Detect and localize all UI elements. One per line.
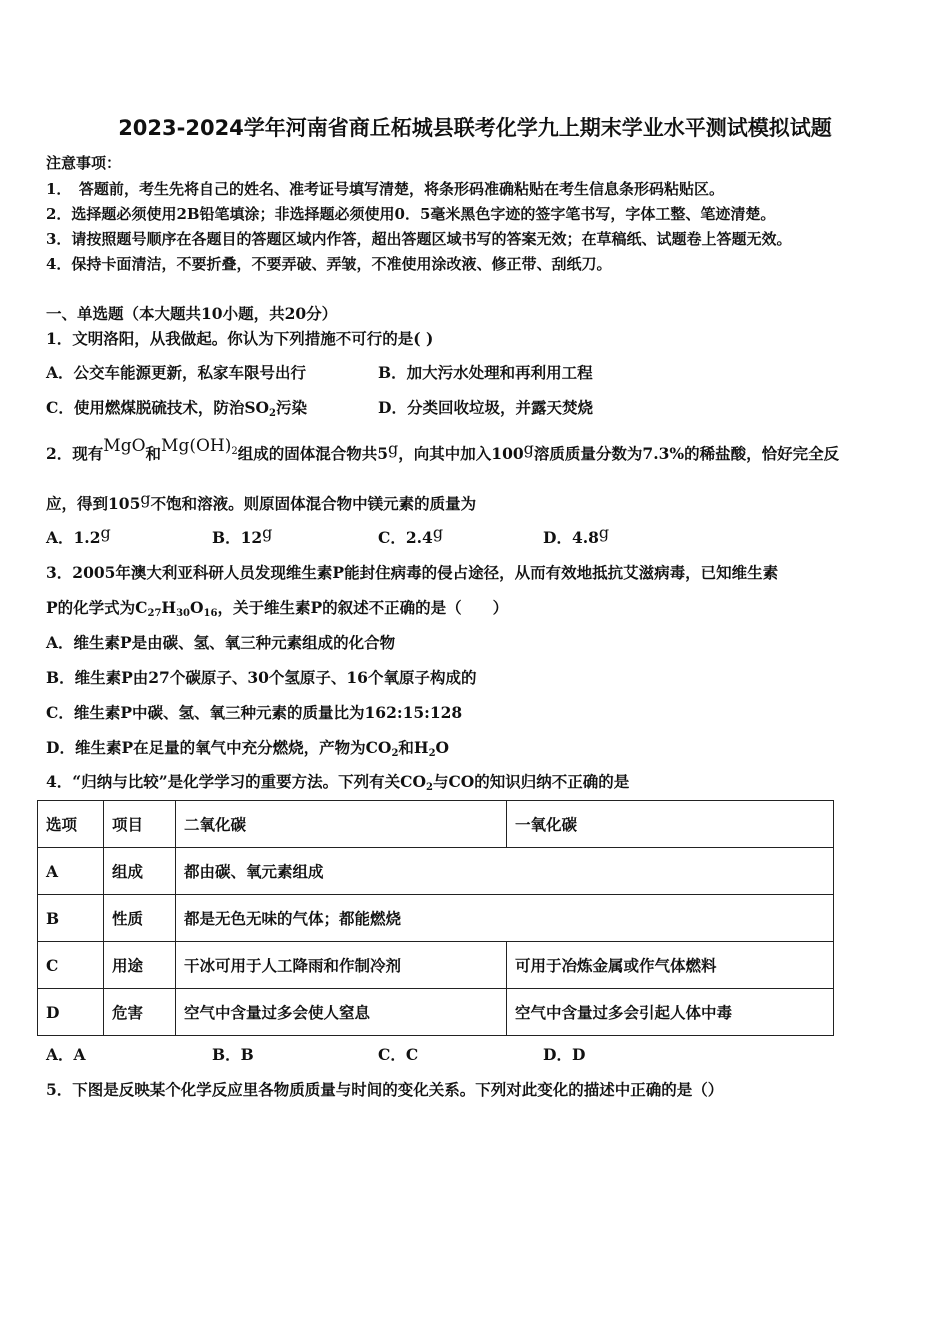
q2-stem-line2: 应，得到105g不饱和溶液。则原固体混合物中镁元素的质量为: [46, 489, 477, 513]
table-header-row: [38, 801, 834, 848]
table-row: [38, 942, 834, 989]
table-cell: B: [38, 895, 104, 942]
table-cell: 空气中含量过多会使人窒息: [176, 989, 507, 1036]
q2-option-a: A．1.2g: [46, 523, 111, 547]
table-cell: 用途: [104, 942, 176, 989]
table-row: [38, 989, 834, 1036]
q4-option-c: C．C: [378, 1045, 419, 1064]
table-cell: C: [38, 942, 104, 989]
table-cell: 危害: [104, 989, 176, 1036]
q3-option-d: D．维生素P在足量的氧气中充分燃烧，产物为$CO_2$和$H_2O$: [46, 738, 450, 759]
table-header-cell: 项目: [104, 801, 176, 848]
table-row: [38, 848, 834, 895]
table-cell: 都是无色无味的气体；都能燃烧: [176, 895, 834, 942]
q1-stem: 1．文明洛阳，从我做起。你认为下列措施不可行的是( ): [46, 329, 434, 348]
table-header-cell: 选项: [38, 801, 104, 848]
mgoh2-formula: $Mg(OH)_2$: [161, 436, 238, 457]
q4-option-b: B．B: [212, 1045, 254, 1064]
q2-option-d: D．4.8g: [543, 523, 610, 547]
q2-option-c: C．2.4g: [378, 523, 444, 547]
q2-stem-line1: 2．现有MgO和$Mg(OH)_2$组成的固体混合物共5g，向其中加入100g溶质质量分数为7.3%的稀盐酸，恰好完全反: [46, 436, 840, 463]
table-cell: 都由碳、氧元素组成: [176, 848, 834, 895]
q3-stem-line1: 3．2005年澳大利亚科研人员发现维生素P能封住病毒的侵占途径，从而有效地抵抗艾滋病毒，已知维生素: [46, 563, 779, 582]
notice-item-4: 4．保持卡面清洁，不要折叠，不要弄破、弄皱，不准使用涂改液、修正带、刮纸刀。: [46, 255, 612, 273]
table-cell: 可用于冶炼金属或作气体燃料: [507, 942, 834, 989]
q3-option-b: B．维生素P由27个碳原子、30个氢原子、16个氧原子构成的: [46, 668, 477, 687]
table-row: [38, 895, 834, 942]
page-title: 2023-2024学年河南省商丘柘城县联考化学九上期末学业水平测试模拟试题: [118, 116, 832, 140]
q1-option-d: D．分类回收垃圾，并露天焚烧: [378, 398, 593, 417]
section-heading: 一、单选题（本大题共10小题，共20分）: [46, 304, 338, 323]
q4-stem: 4．“归纳与比较”是化学学习的重要方法。下列有关$CO_2$与CO的知识归纳不正确的是: [46, 772, 630, 793]
q1-option-a: A．公交车能源更新，私家车限号出行: [46, 363, 307, 382]
notice-item-2: 2．选择题必须使用2B铅笔填涂；非选择题必须使用0．5毫米黑色字迹的签字笔书写，字体工整、笔迹清楚。: [46, 205, 776, 223]
q4-option-d: D．D: [543, 1045, 586, 1064]
table-cell: D: [38, 989, 104, 1036]
table-cell: 组成: [104, 848, 176, 895]
table-cell: 干冰可用于人工降雨和作制冷剂: [176, 942, 507, 989]
q1-option-b: B．加大污水处理和再利用工程: [378, 363, 593, 382]
comparison-table: [37, 800, 834, 1036]
table-header-cell: 二氧化碳: [176, 801, 507, 848]
q3-option-c: C．维生素P中碳、氢、氧三种元素的质量比为162:15:128: [46, 703, 463, 722]
notice-item-1: 1． 答题前，考生先将自己的姓名、准考证号填写清楚，将条形码准确粘贴在考生信息条形码粘贴区。: [46, 180, 724, 198]
q2-option-b: B．12g: [212, 523, 273, 547]
table-header-cell: 一氧化碳: [507, 801, 834, 848]
table-cell: 性质: [104, 895, 176, 942]
table-cell: 空气中含量过多会引起人体中毒: [507, 989, 834, 1036]
q4-option-a: A．A: [46, 1045, 86, 1064]
table-cell: A: [38, 848, 104, 895]
q3-option-a: A．维生素P是由碳、氢、氧三种元素组成的化合物: [46, 633, 396, 652]
q3-stem-line2: P的化学式为$C_{27}H_{30}O_{16}$，关于维生素P的叙述不正确的是（ ）: [46, 598, 509, 619]
q5-stem: 5．下图是反映某个化学反应里各物质质量与时间的变化关系。下列对此变化的描述中正确的是（）: [46, 1080, 724, 1099]
notice-heading: 注意事项：: [46, 154, 122, 172]
notice-item-3: 3．请按照题号顺序在各题目的答题区域内作答，超出答题区域书写的答案无效；在草稿纸、试题卷上答题无效。: [46, 230, 792, 248]
q1-option-c: C．使用燃煤脱硫技术，防治$SO_2$污染: [46, 398, 308, 419]
mgo-formula: MgO: [103, 436, 146, 456]
